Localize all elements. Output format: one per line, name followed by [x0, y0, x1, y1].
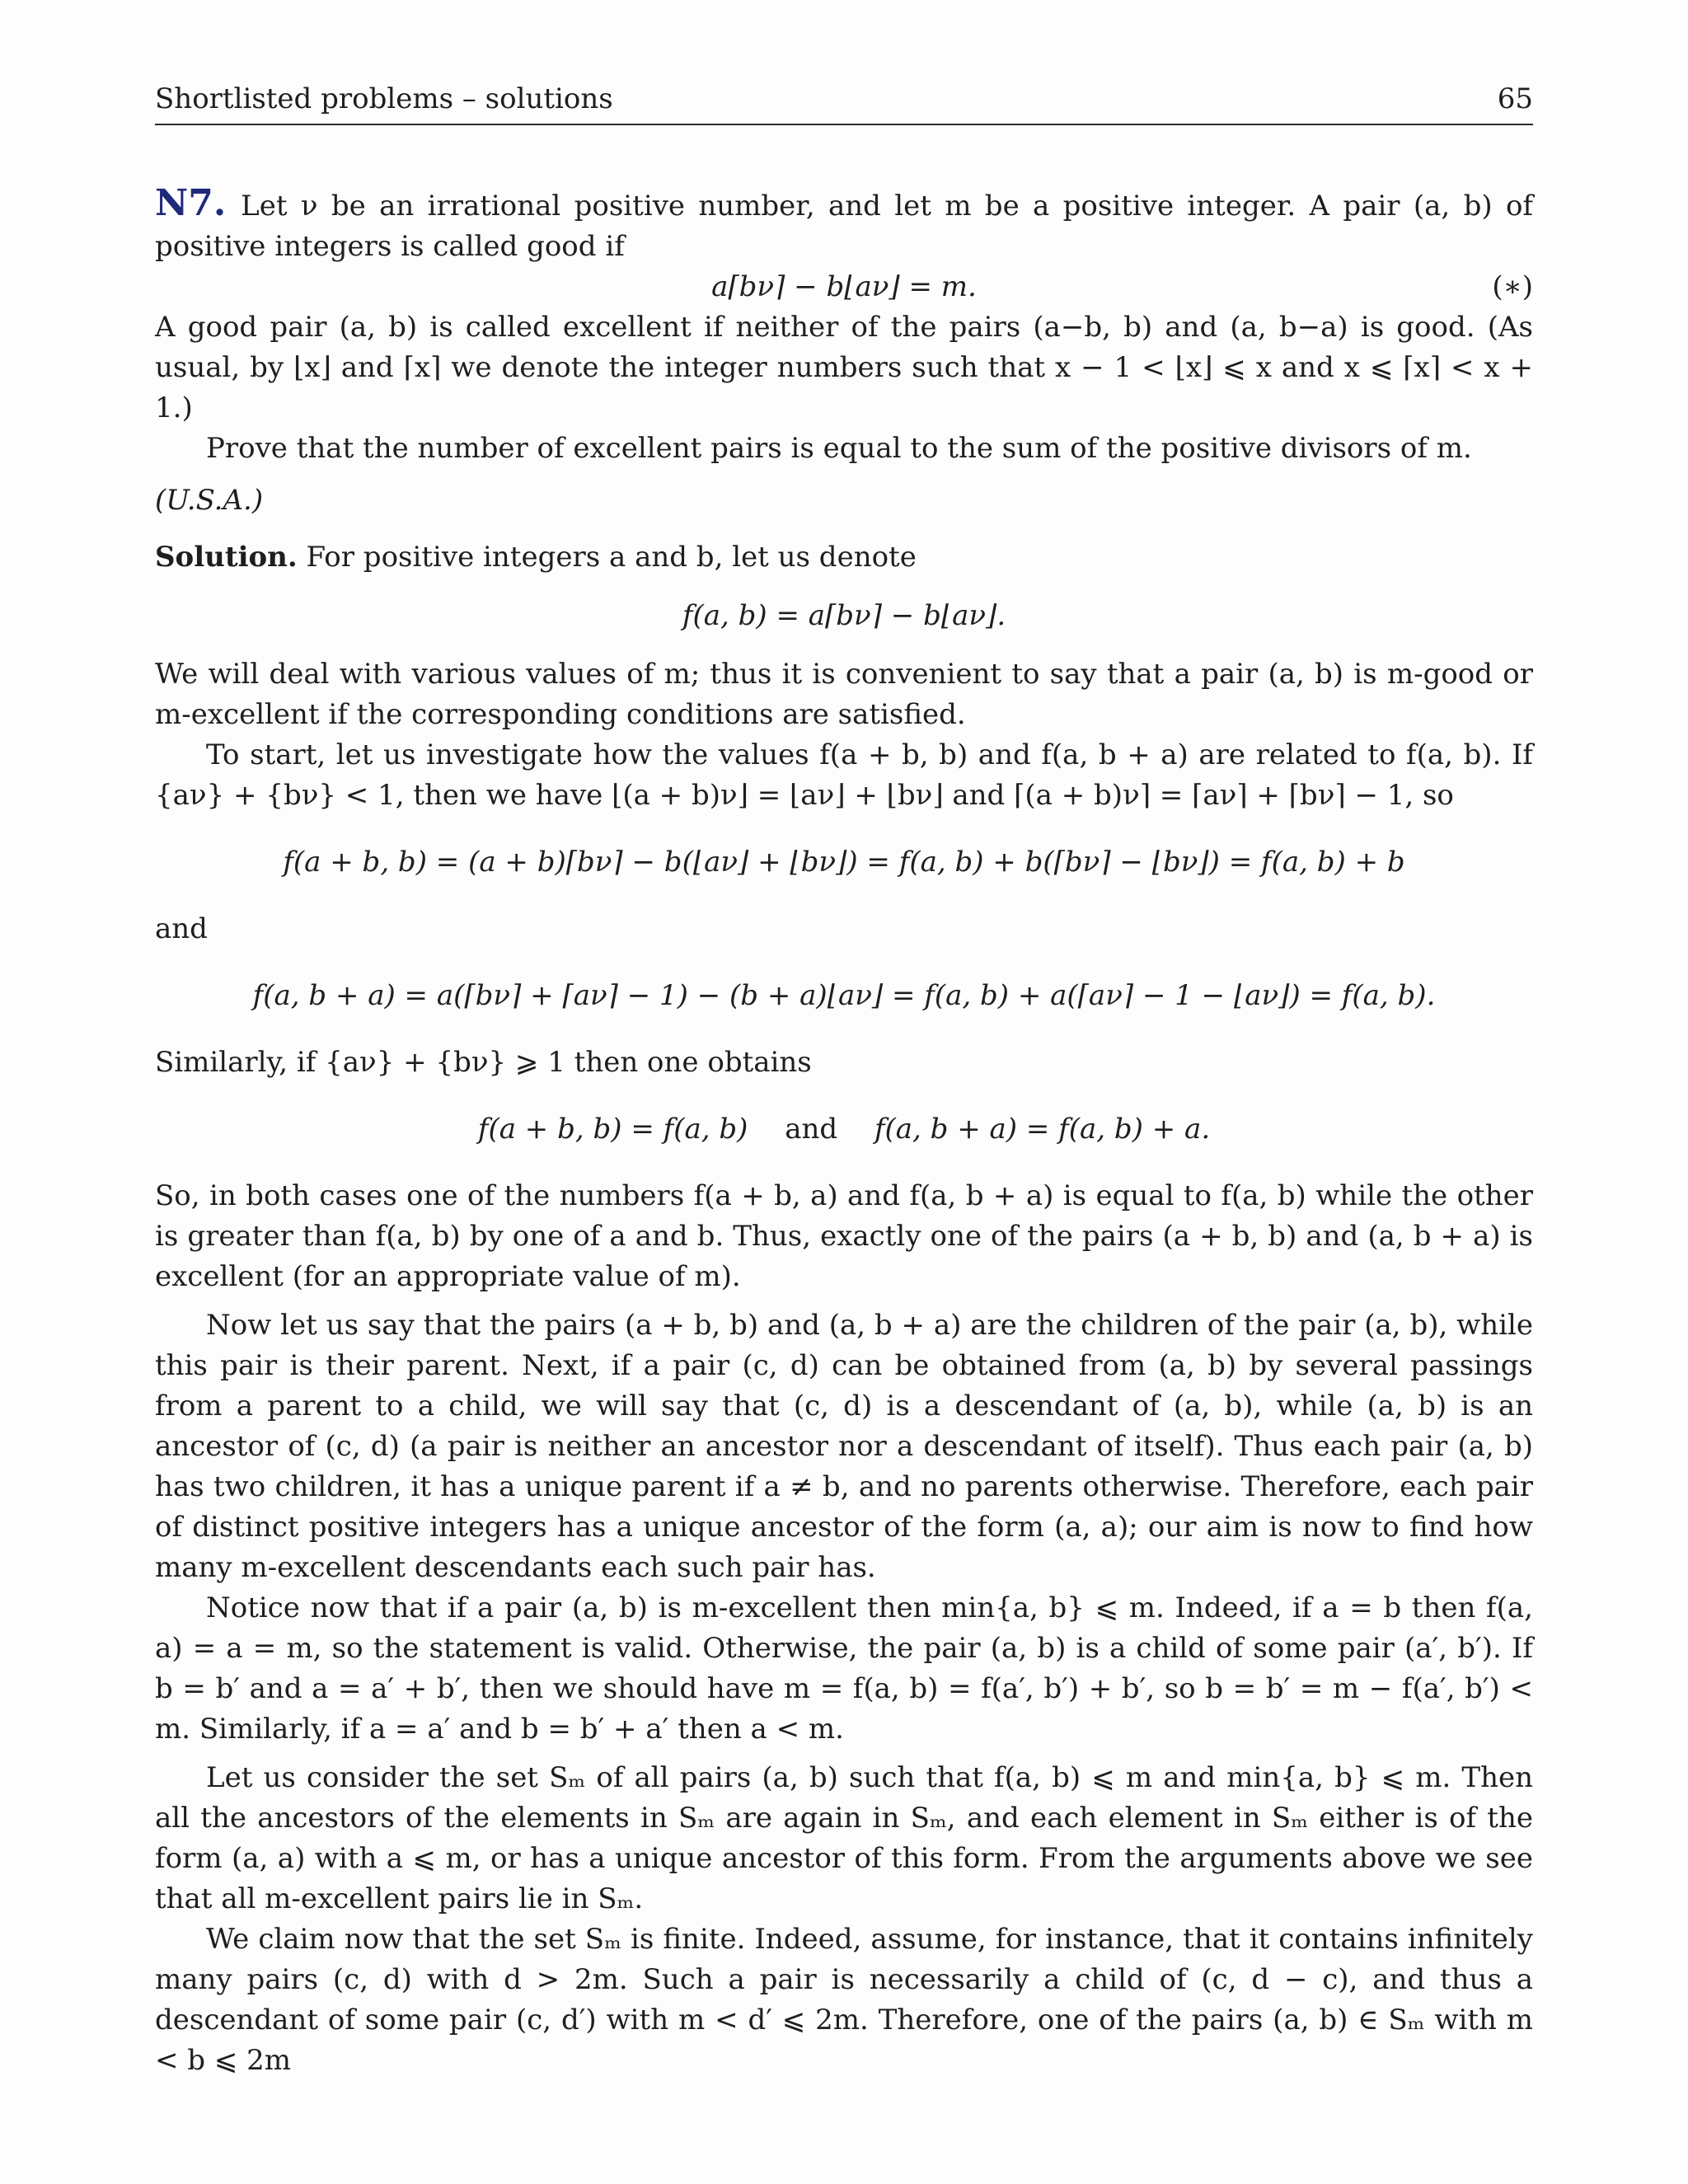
problem-task: Prove that the number of excellent pairs is equal to the sum of the positive divisors of m.: [206, 432, 1472, 465]
problem-definition: A good pair (a, b) is called excellent if neither of the pairs (a−b, b) and (a, b−a) is good. (As usual, by ⌊x⌋ and ⌈x⌉ we denote the integer numbers such that x − 1 < ⌊x⌋ ⩽ x and x ⩽ ⌈x⌉ < x + 1.): [155, 311, 1533, 424]
paragraph-children: Now let us say that the pairs (a + b, b) and (a, b + a) are the children of the pair (a, b), while this pair is their parent. Next, if a pair (c, d) can be obtained from (a, b) by several passings from a parent to a child, we will say that (c, d) is a descendant of (a, b), while (a, b) is an ancestor of (c, d) (a pair is neither an ancestor nor a descendant of itself). Thus each pair (a, b) has two children, it has a unique parent if a ≠ b, and no parents otherwise. Therefore, each pair of distinct positive integers has a unique ancestor of the form (a, a); our aim is now to find how many m-excellent descendants each such pair has.: [155, 1309, 1533, 1584]
paragraph-set-sm: Let us consider the set Sₘ of all pairs (a, b) such that f(a, b) ⩽ m and min{a, b} ⩽ m. Then all the ancestors of the elements in Sₘ are again in Sₘ, and each element in Sₘ either is of the form (a, a) with a ⩽ m, or has a unique ancestor of this form. From the arguments above we see that all m-excellent pairs lie in Sₘ.: [155, 1761, 1533, 1915]
solution-intro-text: For positive integers a and b, let us denote: [306, 541, 917, 574]
running-header: [155, 82, 1533, 125]
paragraph-finite: We claim now that the set Sₘ is finite. Indeed, assume, for instance, that it contains infinitely many pairs (c, d) with d > 2m. Such a pair is necessarily a child of (c, d − c), and thus a descendant of some pair (c, d′) with m < d′ ⩽ 2m. Therefore, one of the pairs (a, b) ∈ Sₘ with m < b ⩽ 2m: [155, 1923, 1533, 2077]
solution-title: Solution.: [155, 541, 298, 574]
problem-origin: (U.S.A.): [155, 484, 264, 517]
equation-star-body: a⌈bν⌉ − b⌊aν⌋ = m.: [711, 270, 977, 303]
problem-statement: [155, 183, 1533, 267]
paragraph-m-good: We will deal with various values of m; thus it is convenient to say that a pair (a, b) is m-good or m-excellent if the corresponding conditions are satisfied.: [155, 658, 1533, 731]
page-body: [155, 183, 1533, 2081]
equation-case-2: [155, 1109, 1533, 1150]
paragraph-similarly: Similarly, if {aν} + {bν} ⩾ 1 then one obtains: [155, 1046, 812, 1079]
equation-case-2-and: and: [785, 1113, 838, 1146]
paragraph-both-cases: So, in both cases one of the numbers f(a + b, a) and f(a, b + a) is equal to f(a, b) while the other is greater than f(a, b) by one of a and b. Thus, exactly one of the pairs (a + b, b) and (a, b + a) is excellent (for an appropriate value of m).: [155, 1179, 1533, 1293]
paragraph-investigate: To start, let us investigate how the values f(a + b, b) and f(a, b + a) are related to f(a, b). If {aν} + {bν} < 1, then we have ⌊(a + b)ν⌋ = ⌊aν⌋ + ⌊bν⌋ and ⌈(a + b)ν⌉ = ⌈aν⌉ + ⌈bν⌉ − 1, so: [155, 738, 1533, 812]
equation-child-1: f(a + b, b) = (a + b)⌈bν⌉ − b(⌊aν⌋ + ⌊bν⌋) = f(a, b) + b(⌈bν⌉ − ⌊bν⌋) = f(a, b) + b: [283, 846, 1405, 879]
header-title: Shortlisted problems – solutions: [155, 82, 613, 115]
equation-child-2: f(a, b + a) = a(⌈bν⌉ + ⌈aν⌉ − 1) − (b + a)⌊aν⌋ = f(a, b) + a(⌈aν⌉ − 1 − ⌊aν⌋) = f(a, b).: [252, 979, 1436, 1012]
equation-case-2-left: f(a + b, b) = f(a, b): [477, 1113, 748, 1146]
solution-intro: [155, 537, 1533, 578]
page-number: 65: [1497, 82, 1533, 115]
equation-tag: (∗): [1492, 270, 1533, 303]
equation-star: [155, 267, 1533, 307]
equation-case-2-right: f(a, b + a) = f(a, b) + a.: [874, 1113, 1211, 1146]
paragraph-min-bound: Notice now that if a pair (a, b) is m-excellent then min{a, b} ⩽ m. Indeed, if a = b then f(a, a) = a = m, so the statement is valid. Otherwise, the pair (a, b) is a child of some pair (a′, b′). If b = b′ and a = a′ + b′, then we should have m = f(a, b) = f(a′, b′) + b′, so b = b′ = m − f(a′, b′) < m. Similarly, if a = a′ and b = b′ + a′ then a < m.: [155, 1591, 1533, 1746]
connector-and: and: [155, 912, 208, 945]
problem-statement-text: Let ν be an irrational positive number, and let m be a positive integer. A pair (a, b) of positive integers is called good if: [155, 190, 1533, 263]
equation-f-definition: f(a, b) = a⌈bν⌉ − b⌊aν⌋.: [682, 599, 1006, 632]
problem-label: N7.: [155, 182, 227, 224]
